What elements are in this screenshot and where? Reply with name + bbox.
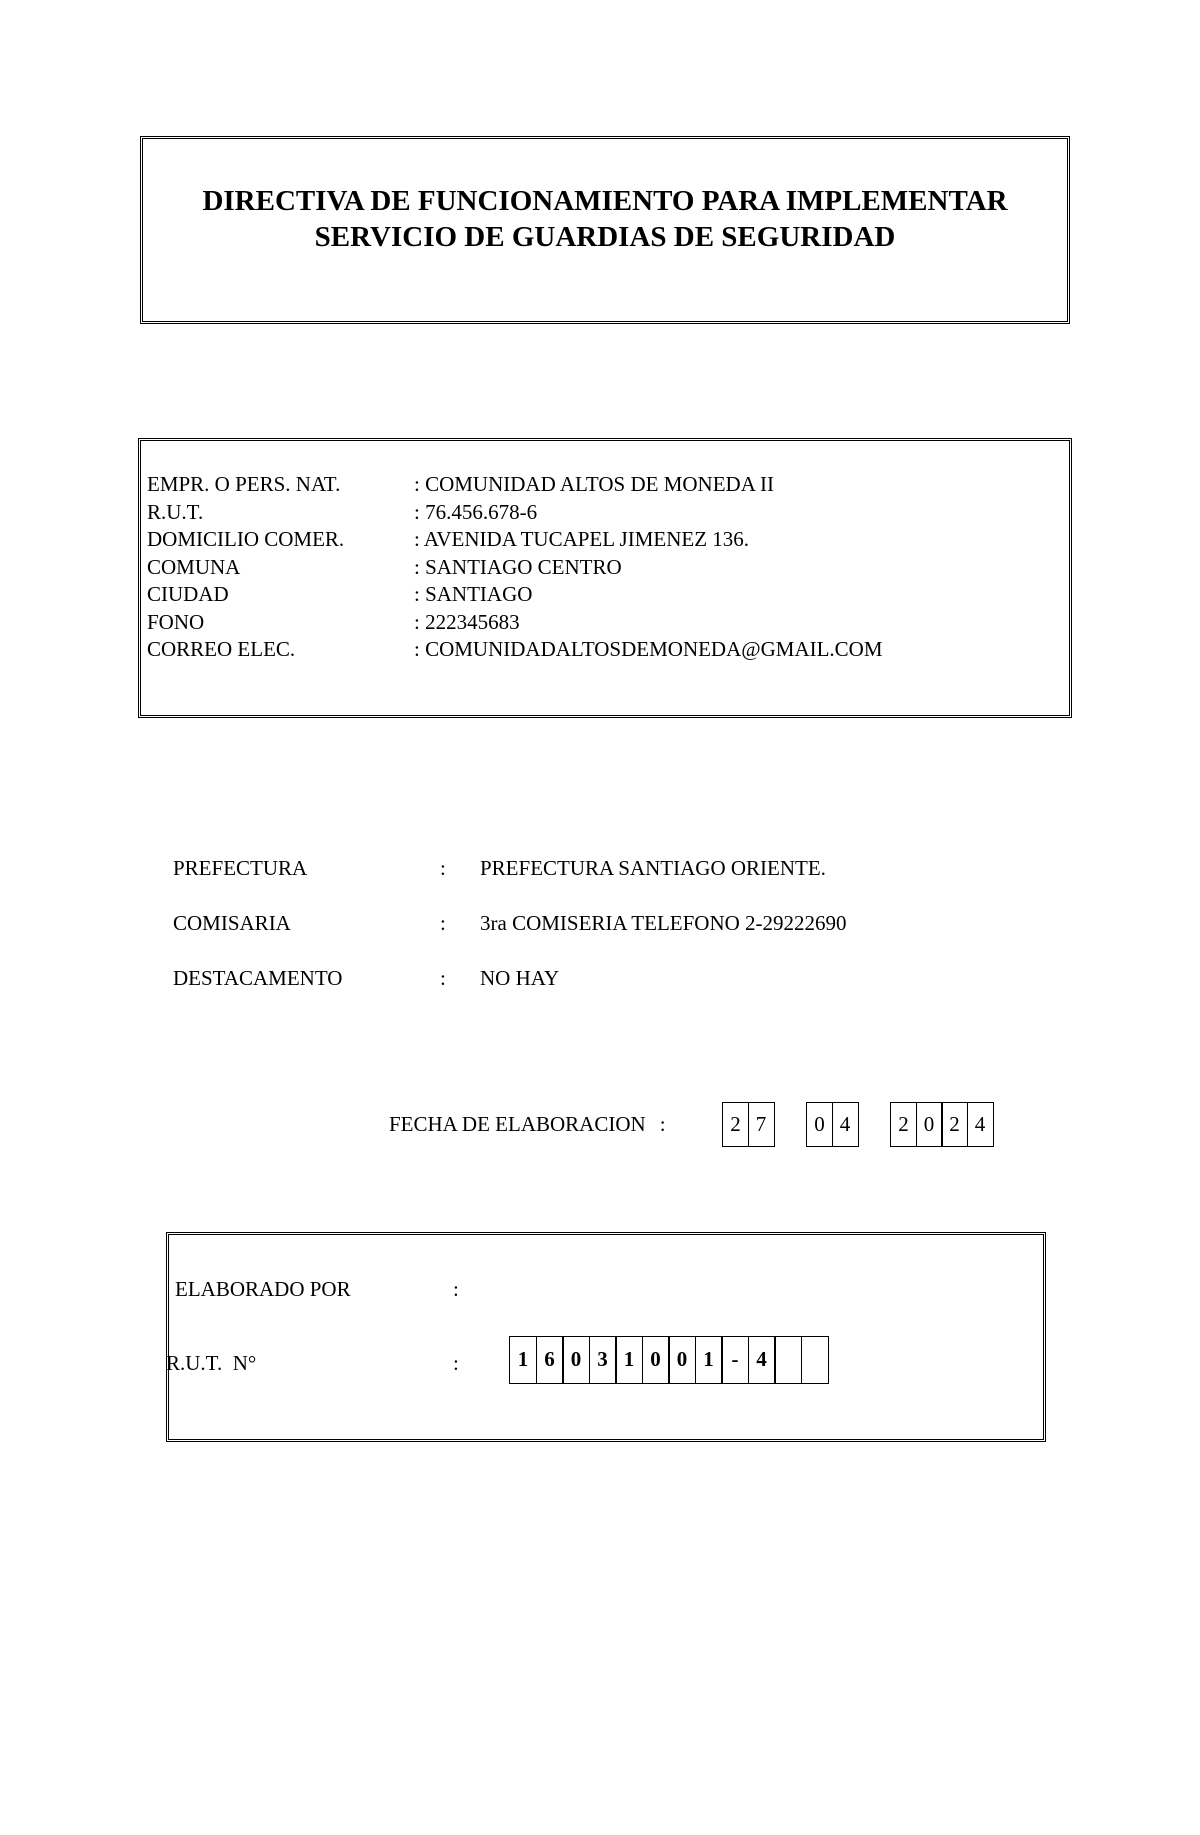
date-day-field[interactable]: [722, 1102, 775, 1147]
date-digit-cell: 0: [806, 1102, 833, 1147]
company-row-rut: [147, 499, 883, 527]
elaborated-by-colon: :: [453, 1277, 459, 1301]
date-digit-cell: 4: [967, 1102, 994, 1147]
rut-label: R.U.T. N°: [166, 1351, 257, 1375]
rut-digit-cell: 1: [509, 1336, 537, 1384]
police-colon: :: [440, 911, 446, 935]
rut-digit-cell: 0: [668, 1336, 696, 1384]
company-row-comuna: [147, 554, 883, 582]
document-title-line-2: SERVICIO DE GUARDIAS DE SEGURIDAD: [314, 221, 896, 253]
date-digit-cell: 2: [890, 1102, 917, 1147]
company-label: R.U.T.: [147, 499, 204, 524]
company-row-city: [147, 581, 883, 609]
company-row-email: [147, 636, 883, 664]
company-value: : 76.456.678-6: [414, 499, 538, 524]
date-digit-cell: 2: [722, 1102, 749, 1147]
police-row-comisaria: [173, 909, 847, 964]
police-colon: :: [440, 966, 446, 990]
rut-digit-cell: 1: [615, 1336, 643, 1384]
company-label: CORREO ELEC.: [147, 637, 296, 661]
date-digit-cell: 0: [916, 1102, 943, 1147]
company-value: : SANTIAGO: [414, 582, 533, 606]
date-label-text: FECHA DE ELABORACION: [389, 1112, 646, 1136]
company-row-address: [147, 526, 883, 554]
company-info-list: [147, 471, 883, 664]
date-digit-cell: 4: [832, 1102, 859, 1147]
rut-digit-cell: 3: [589, 1336, 617, 1384]
rut-digit-cell: [801, 1336, 829, 1384]
rut-digit-cell: -: [721, 1336, 749, 1384]
police-value: NO HAY: [480, 966, 560, 990]
company-label: COMUNA: [147, 554, 241, 579]
company-label: CIUDAD: [147, 582, 229, 606]
rut-number-field[interactable]: [509, 1336, 829, 1384]
police-row-destacamento: [173, 964, 847, 1019]
date-digit-cell: 7: [748, 1102, 775, 1147]
company-info-box: [138, 438, 1072, 718]
rut-digit-cell: 4: [748, 1336, 776, 1384]
rut-colon: :: [453, 1351, 459, 1375]
date-digit-cell: 2: [941, 1102, 968, 1147]
company-value: : 222345683: [414, 609, 520, 634]
company-value: : SANTIAGO CENTRO: [414, 554, 622, 579]
rut-digit-cell: 6: [536, 1336, 564, 1384]
company-value: : COMUNIDAD ALTOS DE MONEDA II: [414, 472, 774, 496]
police-value: 3ra COMISERIA TELEFONO 2-29222690: [480, 911, 847, 935]
police-value: PREFECTURA SANTIAGO ORIENTE.: [480, 856, 826, 880]
police-label: COMISARIA: [173, 911, 291, 935]
police-row-prefectura: [173, 854, 847, 909]
police-section: [173, 854, 847, 1019]
company-label: DOMICILIO COMER.: [147, 527, 345, 551]
elaborated-by-label: ELABORADO POR: [175, 1277, 351, 1301]
elaborated-box: [166, 1232, 1046, 1442]
company-row-name: [147, 471, 883, 499]
police-label: DESTACAMENTO: [173, 966, 343, 990]
company-value: : AVENIDA TUCAPEL JIMENEZ 136.: [414, 527, 750, 551]
document-title-line-1: DIRECTIVA DE FUNCIONAMIENTO PARA IMPLEMENTAR: [202, 185, 1008, 217]
rut-digit-cell: 0: [642, 1336, 670, 1384]
rut-digit-cell: 1: [695, 1336, 723, 1384]
police-colon: :: [440, 856, 446, 880]
company-row-phone: [147, 609, 883, 637]
date-year-field[interactable]: [890, 1102, 994, 1147]
rut-digit-cell: 0: [562, 1336, 590, 1384]
rut-digit-cell: [774, 1336, 802, 1384]
company-value: : COMUNIDADALTOSDEMONEDA@GMAIL.COM: [414, 637, 883, 661]
police-label: PREFECTURA: [173, 856, 308, 880]
date-month-field[interactable]: [806, 1102, 859, 1147]
company-label: EMPR. O PERS. NAT.: [147, 472, 341, 496]
company-label: FONO: [147, 609, 205, 634]
date-label: [389, 1112, 666, 1137]
title-box: [140, 136, 1070, 324]
date-colon: :: [659, 1112, 666, 1136]
